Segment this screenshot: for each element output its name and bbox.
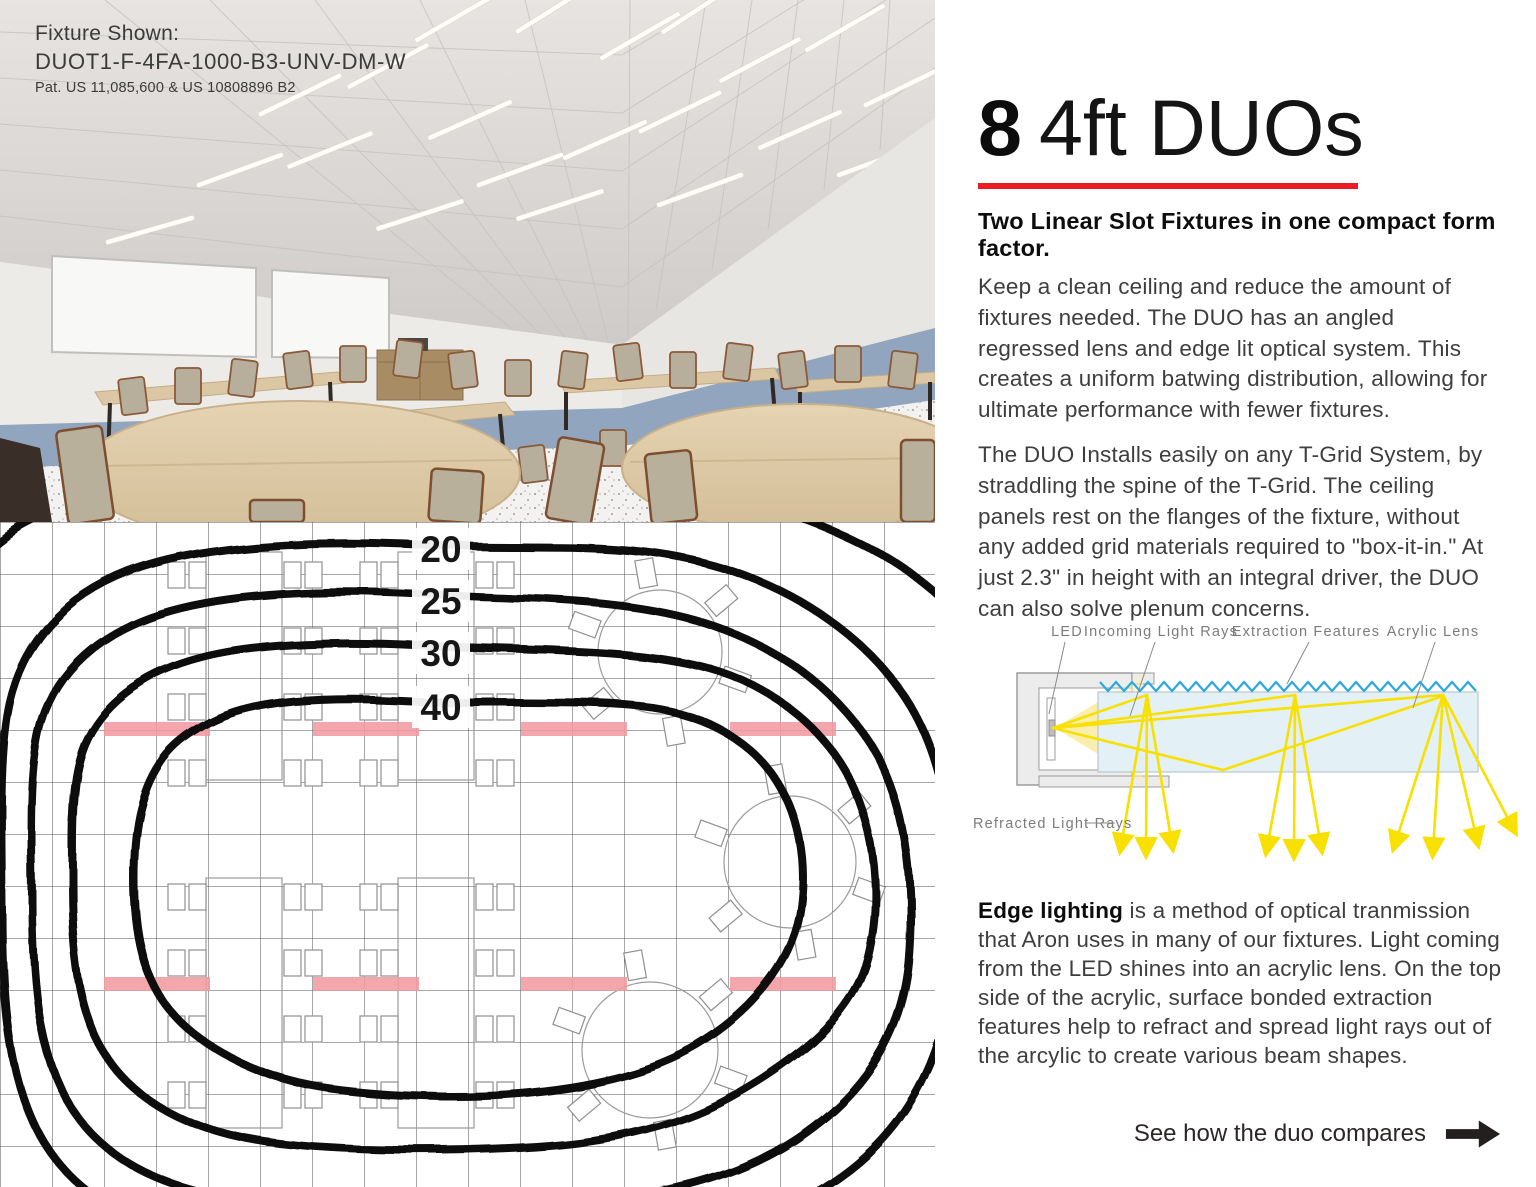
plan-chair [189, 884, 206, 910]
acrylic-lens-label: Acrylic Lens [1386, 624, 1480, 640]
contour-label-30: 30 [420, 633, 462, 674]
content-column [973, 0, 1518, 1187]
title-rule [978, 183, 1358, 189]
plan-chair [284, 760, 301, 786]
whiteboard [272, 270, 389, 358]
classroom-chair [393, 340, 423, 379]
plan-chair [381, 562, 398, 588]
plan-chair [189, 562, 206, 588]
plan-chair [168, 950, 185, 976]
plan-chair [168, 694, 185, 720]
plan-chair [476, 562, 493, 588]
plan-chair [360, 562, 377, 588]
fixture-model: DUOT1-F-4FA-1000-B3-UNV-DM-W [35, 49, 407, 74]
plan-chair [168, 884, 185, 910]
contour-label-25: 25 [420, 581, 462, 622]
cta-link[interactable] [978, 1116, 1502, 1152]
refracted-rays-label: Refracted Light Rays [973, 816, 1133, 832]
plan-chair [476, 950, 493, 976]
plan-chair [284, 884, 301, 910]
plan-chair [189, 694, 206, 720]
plan-chair [305, 884, 322, 910]
intro-para-1: Keep a clean ceiling and reduce the amount of fixtures needed. The DUO has an angled regressed lens and edge lit optical system. This creates a uniform batwing distribution, allowing for ultimate performance with fewer fixtures. [978, 274, 1488, 423]
contour-label-20: 20 [420, 529, 462, 570]
plan-chair [381, 760, 398, 786]
plan-chair [189, 950, 206, 976]
plan-chair [360, 884, 377, 910]
whiteboard [52, 256, 256, 357]
intro-para-2: The DUO Installs easily on any T-Grid System, by straddling the spine of the T-Grid. The ceiling panels rest on the flanges of the fixture, without any added grid materials required to "box-it-in." At just 2.3" in height with an integral driver, the DUO can also solve plenum concerns. [978, 442, 1484, 621]
page-title: 4ft DUOs [1038, 83, 1364, 172]
classroom-chair [558, 351, 588, 390]
plan-chair [497, 760, 514, 786]
classroom-chair [340, 346, 366, 382]
plan-chair [360, 950, 377, 976]
plan-chair [189, 760, 206, 786]
plan-chair [189, 628, 206, 654]
plan-chair [497, 950, 514, 976]
plan-chair [168, 628, 185, 654]
classroom-chair [175, 368, 201, 404]
plan-chair [168, 562, 185, 588]
classroom-chair [283, 351, 313, 390]
right-arrow-icon [1444, 1116, 1502, 1152]
page-heading [978, 82, 1364, 174]
plan-chair [168, 1082, 185, 1108]
plan-chair [305, 1016, 322, 1042]
plan-chair [360, 760, 377, 786]
plan-chair [476, 760, 493, 786]
plan-chair [284, 1016, 301, 1042]
plan-chair [284, 950, 301, 976]
incoming-rays-label: Incoming Light Rays [1083, 624, 1239, 640]
classroom-chair [505, 360, 531, 396]
plan-chair [168, 760, 185, 786]
plan-chair [476, 694, 493, 720]
classroom-photo [0, 0, 935, 522]
led-label: LED [1051, 624, 1083, 640]
classroom-chair [228, 359, 258, 398]
classroom-chair [118, 377, 148, 416]
photo-overlay [35, 22, 406, 96]
classroom-chair [888, 351, 918, 390]
intro-subhead: Two Linear Slot Fixtures in one compact form factor. [978, 208, 1496, 261]
plan-chair [497, 884, 514, 910]
plan-chair [497, 562, 514, 588]
classroom-chair [723, 343, 753, 382]
edge-lighting-para [978, 896, 1502, 1070]
plan-chair [476, 884, 493, 910]
plan-chair [189, 1082, 206, 1108]
contour-label-40: 40 [420, 687, 462, 728]
optics-diagram [965, 616, 1531, 878]
edge-lighting-body: is a method of optical tranmission that Aron uses in many of our fixtures. Light coming from the LED shines into an acrylic lens. On the top side of the acrylic, surface bonded extraction features help to refract and spread light rays out of the arcylic to create various beam shapes. [978, 898, 1502, 1068]
plan-chair [284, 562, 301, 588]
plan-chair [360, 1016, 377, 1042]
extraction-features-label: Extraction Features [1231, 624, 1381, 640]
fixture-bar [313, 977, 419, 991]
fixture-bar [521, 977, 627, 991]
plan-chair [381, 1016, 398, 1042]
plan-chair [381, 950, 398, 976]
fixture-bar [521, 722, 627, 736]
plan-chair [305, 760, 322, 786]
plan-chair [476, 1016, 493, 1042]
contour-plot [0, 522, 935, 1187]
plan-chair [497, 694, 514, 720]
edge-lighting-lead: Edge lighting [978, 898, 1124, 923]
plan-chair [305, 950, 322, 976]
classroom-chair [448, 351, 478, 390]
classroom-chair [778, 351, 808, 390]
fixture-bar [313, 722, 419, 736]
fixture-shown-label: Fixture Shown: [35, 22, 180, 45]
classroom-chair [518, 445, 548, 484]
plan-chair [381, 884, 398, 910]
classroom-chair [835, 346, 861, 382]
fixture-bar [730, 977, 836, 991]
page-number: 8 [978, 83, 1023, 172]
patent-number: Pat. US 11,085,600 & US 10808896 B2 [35, 80, 296, 96]
classroom-chair [670, 352, 696, 388]
photometric-plan [0, 522, 935, 1187]
cta-label: See how the duo compares [1133, 1120, 1426, 1147]
plan-chair [305, 562, 322, 588]
classroom-chair [613, 343, 643, 382]
plan-chair [497, 1016, 514, 1042]
